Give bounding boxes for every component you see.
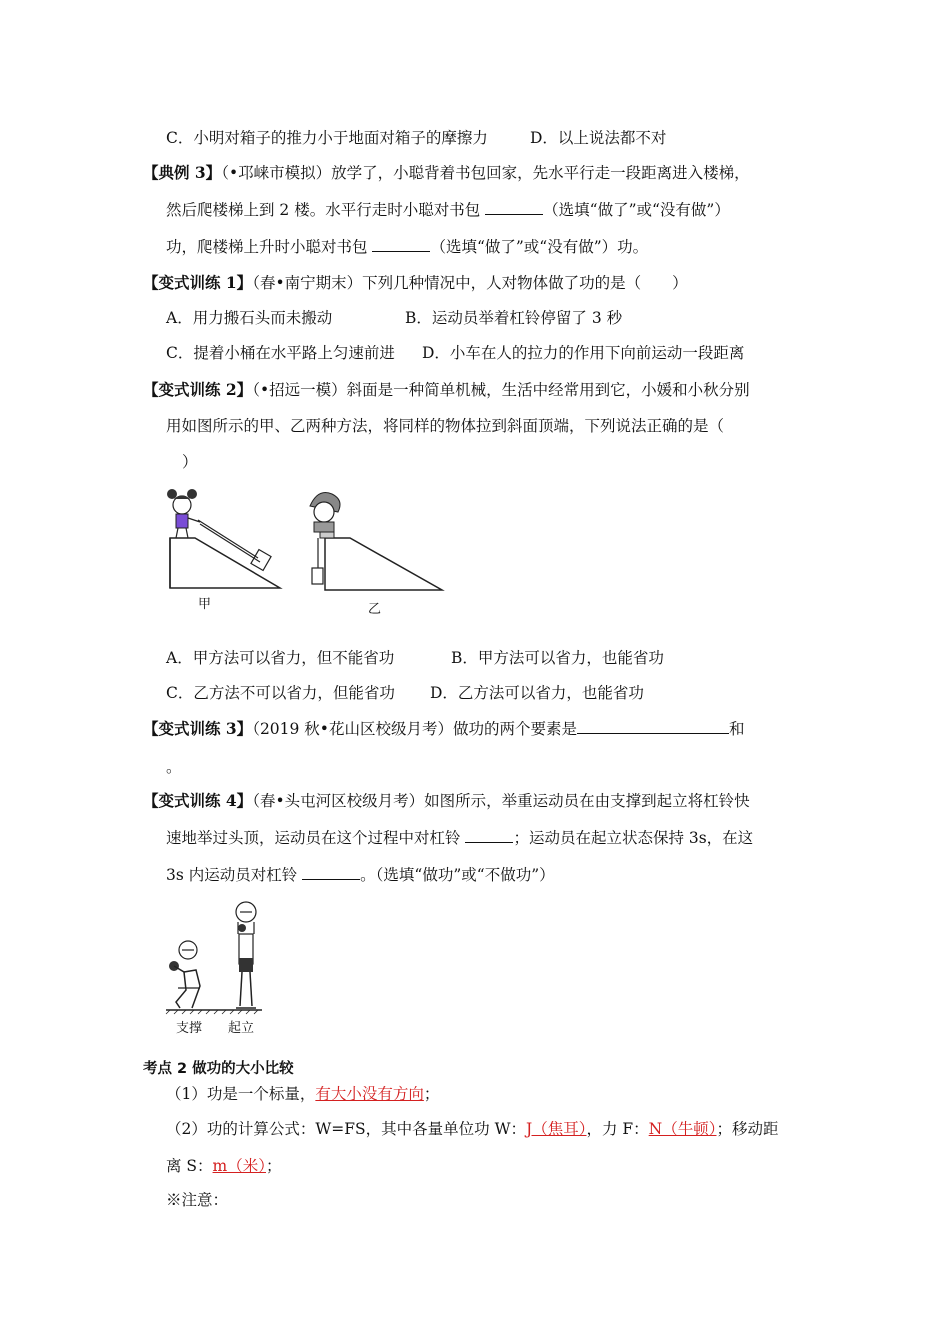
exercise2-line1: 【变式训练 2】（•招远一模）斜面是一种简单机械，生活中经常用到它，小媛和小秋分别 (143, 380, 750, 399)
figure-label-standup: 起立 (228, 1021, 255, 1036)
exercise3-line2: 。 (166, 758, 182, 776)
answer-blank[interactable] (302, 865, 360, 880)
exercise2-line3: ） (182, 453, 198, 471)
exercise1-option-c: C．提着小桶在水平路上匀速前进 (166, 344, 395, 362)
exercise1-option-d: D．小车在人的拉力的作用下向前运动一段距离 (422, 344, 745, 362)
example3-line3: 功，爬楼梯上升时小聪对书包 （选填“做了”或“没有做”）功。 (166, 238, 649, 256)
section2-point2: （2）功的计算公式：W=FS，其中各量单位功 W：J（焦耳），力 F：N（牛顿）；移动距 (166, 1120, 779, 1138)
figure-label-yi: 乙 (368, 602, 382, 617)
option-c-prev: C．小明对箱子的推力小于地面对箱子的摩擦力 (166, 129, 488, 147)
boy-figure (310, 493, 340, 539)
exercise2-option-d: D．乙方法可以省力，也能省功 (430, 684, 644, 702)
exercise4-line3: 3s 内运动员对杠铃 。（选填“做功”或“不做功”） (166, 866, 555, 884)
exercise2-line2: 用如图所示的甲、乙两种方法，将同样的物体拉到斜面顶端，下列说法正确的是（ (166, 417, 725, 435)
squatting-lifter (169, 941, 200, 1008)
incline-yi (325, 538, 442, 590)
exercise1-option-a: A．用力搬石头而未搬动 (166, 309, 333, 327)
section2-note: ※注意： (166, 1191, 229, 1209)
answer-blank[interactable] (372, 237, 430, 252)
exercise3-line1: 【变式训练 3】（2019 秋•花山区校级月考）做功的两个要素是 和 (143, 719, 745, 738)
exercise1-question: 【变式训练 1】（春•南宁期末）下列几种情况中，人对物体做了功的是（ ） (143, 273, 688, 292)
box-jia (251, 550, 271, 571)
exercise1-option-b: B．运动员举着杠铃停留了 3 秒 (405, 309, 623, 327)
section2-point1: （1）功是一个标量，有大小没有方向； (166, 1085, 440, 1103)
exercise4-line1: 【变式训练 4】（春•头屯河区校级月考）如图所示，举重运动员在由支撑到起立将杠铃快 (143, 791, 750, 810)
box-yi (312, 568, 323, 584)
option-d-prev: D．以上说法都不对 (530, 129, 667, 147)
exercise4-line2: 速地举过头顶，运动员在这个过程中对杠铃 ；运动员在起立状态保持 3s，在这 (166, 829, 754, 847)
answer-blank[interactable] (577, 719, 729, 734)
answer-blank[interactable] (465, 828, 513, 843)
girl-figure (167, 489, 200, 538)
exercise2-option-a: A．甲方法可以省力，但不能省功 (166, 649, 395, 667)
figure-label-jia: 甲 (198, 597, 212, 612)
exercise2-option-c: C．乙方法不可以省力，但能省功 (166, 684, 395, 702)
exercise2-option-b: B．甲方法可以省力，也能省功 (451, 649, 664, 667)
answer-blank[interactable] (485, 200, 543, 215)
incline-jia (170, 538, 280, 588)
section-title: 考点 2 做功的大小比较 (143, 1061, 294, 1077)
section2-point3: 离 S：m（米）； (166, 1157, 282, 1175)
example3-line2: 然后爬楼梯上到 2 楼。水平行走时小聪对书包 （选填“做了”或“没有做”） (166, 201, 730, 219)
weightlifter-figure (160, 898, 280, 1016)
example3-line1: 【典例 3】（•邛崃市模拟）放学了，小聪背着书包回家，先水平行走一段距离进入楼梯， (143, 163, 750, 182)
standing-lifter (236, 902, 256, 1008)
figure-label-support: 支撑 (176, 1021, 203, 1036)
